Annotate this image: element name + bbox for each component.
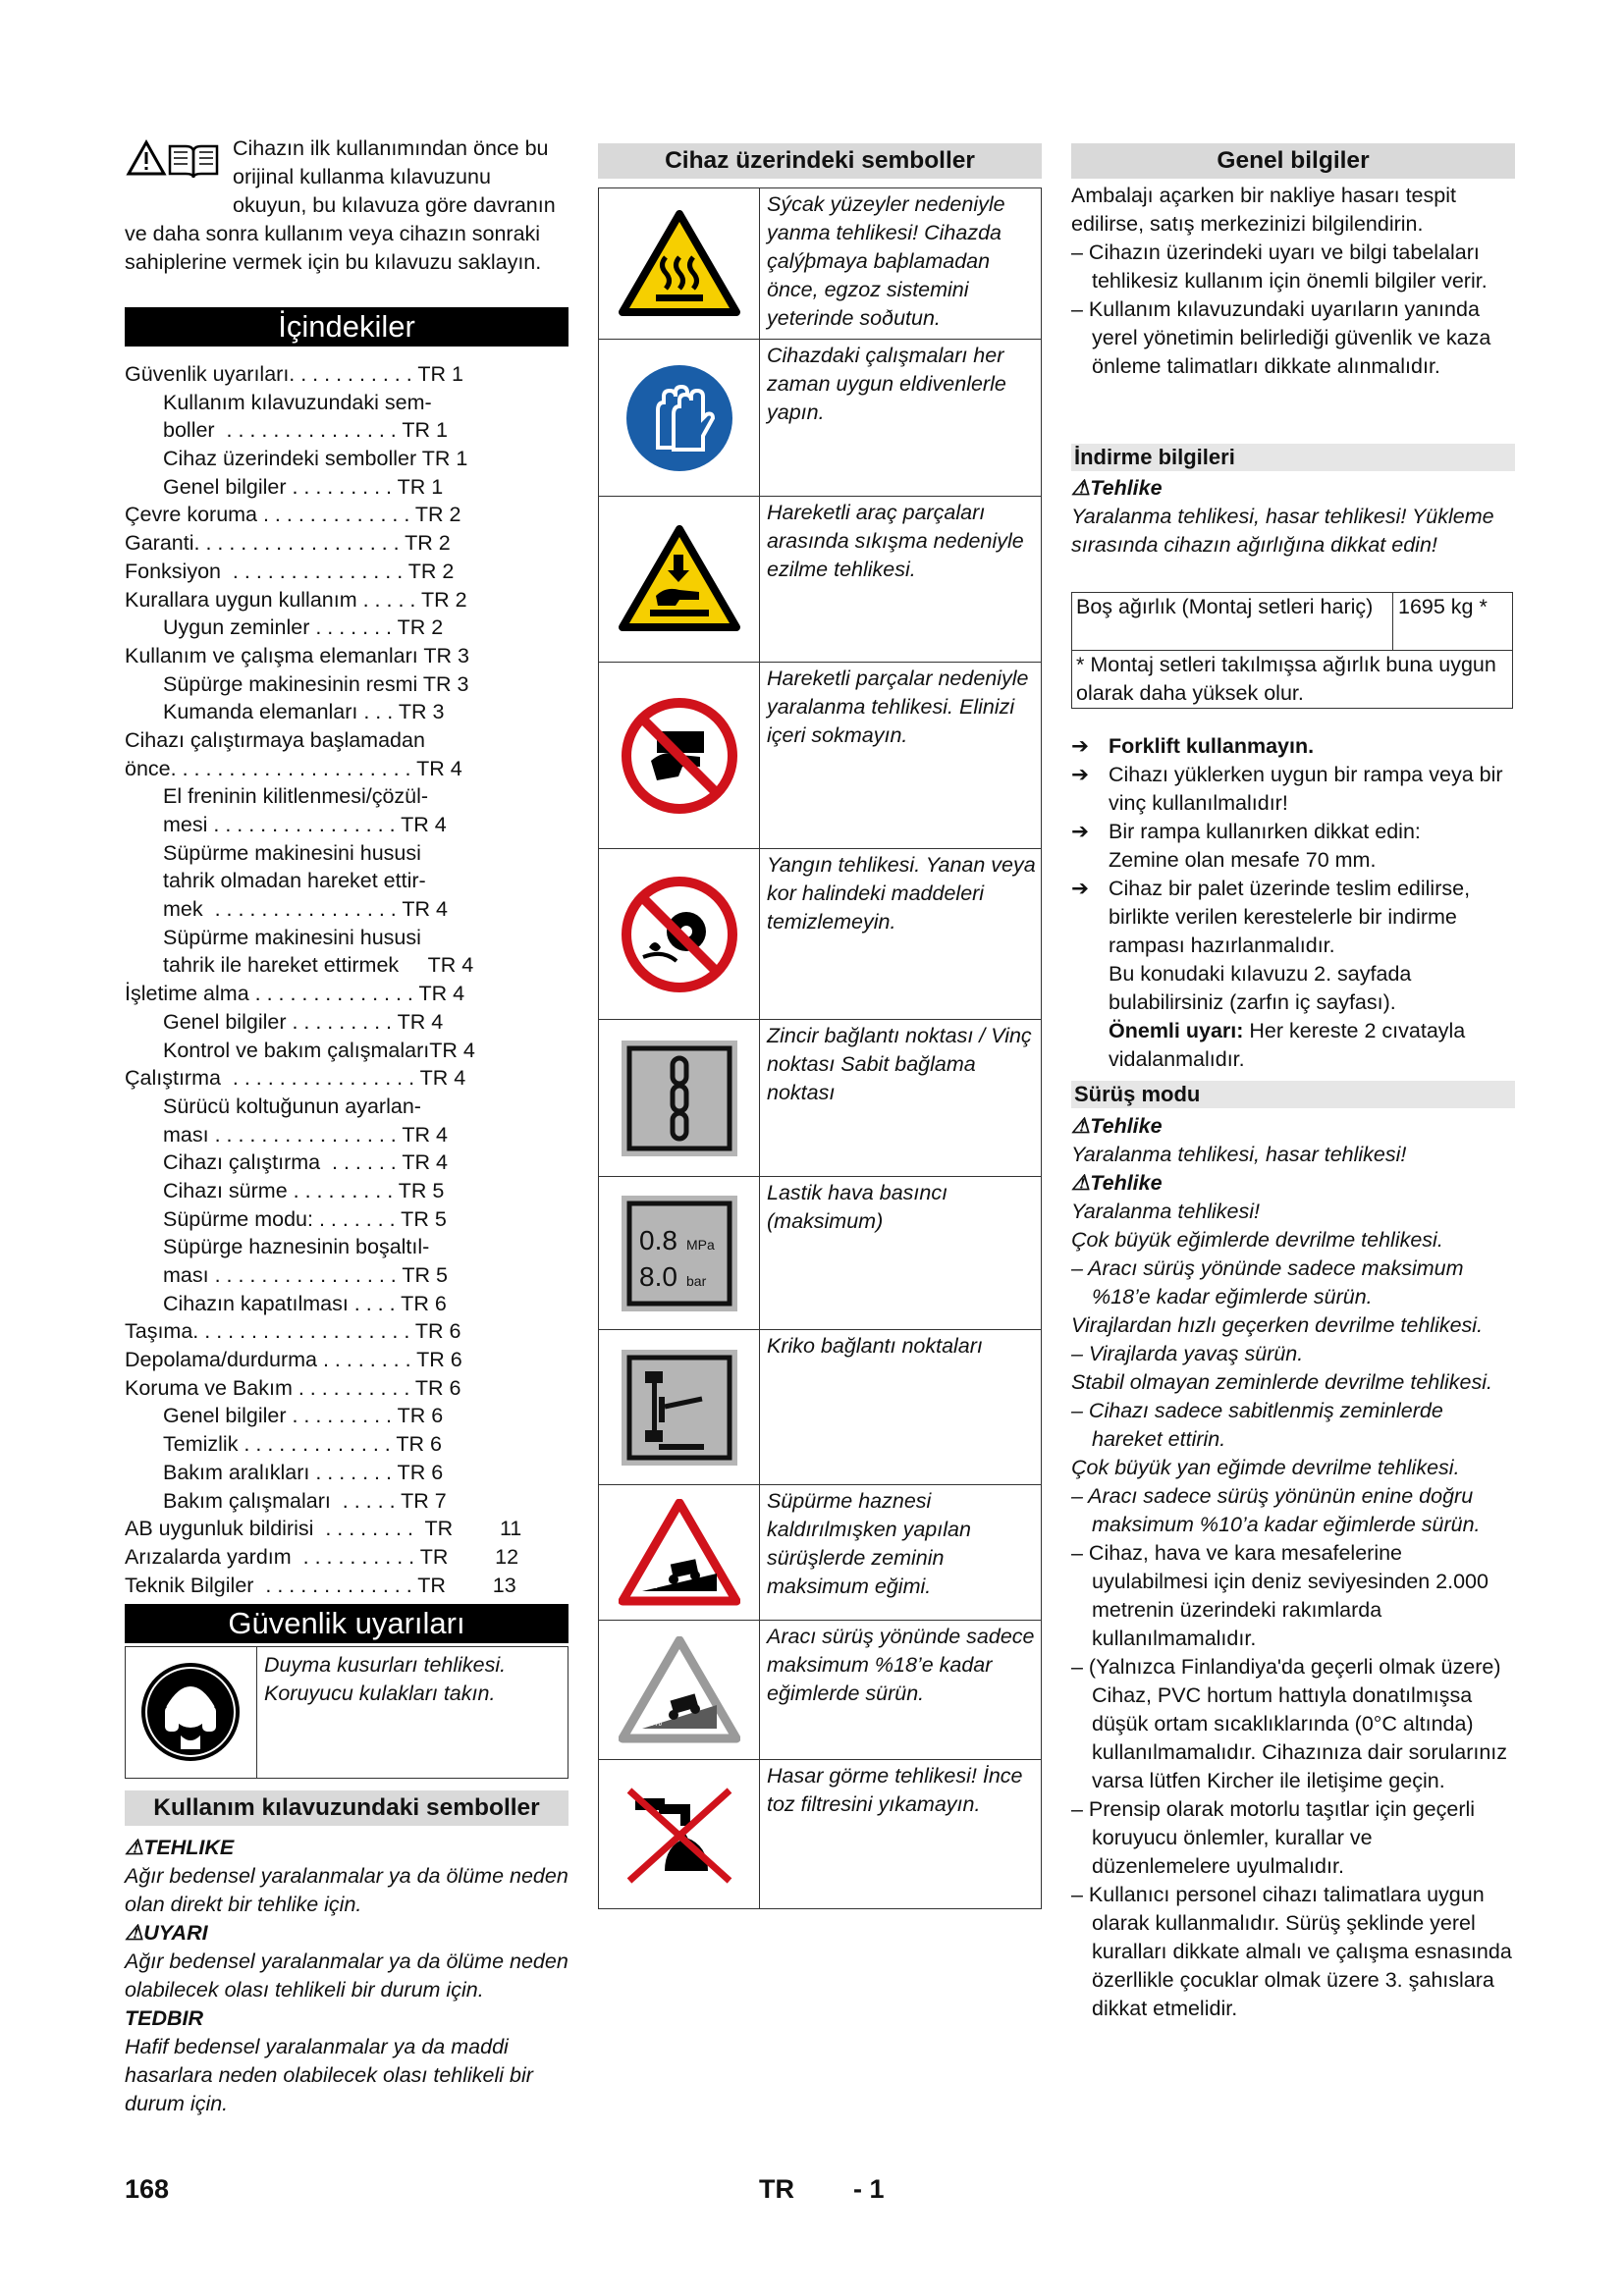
toc-entry: Arızalarda yardım . . . . . . . . . . TR 12: [125, 1544, 519, 1569]
toc-entry: Süpürge haznesinin boşaltıl-: [163, 1235, 430, 1259]
driving-instruction: – Aracı sadece sürüş yönünün enine doğru maksimum %10’a kadar eğimlerde sürün.: [1071, 1484, 1481, 1536]
tire-pressure-icon: [620, 1194, 739, 1313]
unloading-instructions: [1071, 732, 1515, 1074]
slope-raised-hopper-icon: [619, 1499, 740, 1607]
symbol-row: [599, 1329, 1041, 1484]
weight-note: * Montaj setleri takılmışsa ağırlık buna uygun olarak daha yüksek olur.: [1076, 653, 1496, 705]
unloading-title: İndirme bilgileri: [1071, 444, 1515, 471]
toc-entry: Teknik Bilgiler . . . . . . . . . . . . . TR 13: [125, 1573, 516, 1597]
toc-title: İçindekiler: [125, 307, 568, 347]
driving-hazard: Çok büyük eğimlerde devrilme tehlikesi.: [1071, 1228, 1443, 1252]
symbol-text: Zincir bağlantı noktası / Vinç noktası Sabit bağlama noktası: [767, 1024, 1032, 1104]
toc-entry: tahrik ile hareket ettirmek TR 4: [163, 953, 474, 978]
toc-entry: Koruma ve Bakım . . . . . . . . . . TR 6: [125, 1375, 461, 1400]
driving-bullet: – Kullanıcı personel cihazı talimatlara uygun olarak kullanmalıdır. Sürüş şeklinde yerel kuralları dikkate almalı ve çalışma esnasında özerllikle çocuklar olmak üzere 3. şahıslara dikkat etmelidir.: [1071, 1883, 1512, 2020]
footer-section-number: - 1: [853, 2174, 885, 2204]
crush-hazard-icon: [619, 525, 740, 633]
toc-entry: Bakım aralıkları . . . . . . . TR 6: [163, 1460, 444, 1484]
symbol-text: Cihazdaki çalışmaları her zaman uygun eldivenlerle yapın.: [767, 344, 1006, 424]
symbol-row: [599, 339, 1041, 496]
symbol-text: Lastik hava basıncı (maksimum): [767, 1181, 948, 1233]
unloading-step: Bir rampa kullanırken dikkat edin:: [1109, 820, 1421, 843]
slope-label: 18%: [643, 1717, 662, 1728]
symbol-row: [599, 496, 1041, 662]
warning-heading: ⚠UYARI: [125, 1921, 208, 1945]
danger-text: Ağır bedensel yaralanmalar ya da ölüme neden olan direkt bir tehlike için.: [125, 1864, 568, 1916]
toc-entry: Cihazı çalıştırma . . . . . . TR 4: [163, 1150, 448, 1175]
symbol-text: Hareketli araç parçaları arasında sıkışma nedeniyle ezilme tehlikesi.: [767, 501, 1024, 581]
arrow-icon: ➔: [1071, 763, 1090, 786]
driving-mode-block: [1071, 1112, 1515, 2023]
driving-hazard: Virajlardan hızlı geçerken devrilme tehlikesi.: [1071, 1313, 1484, 1337]
symbol-text: Sýcak yüzeyler nedeniyle yanma tehlikesi! Cihazda çalýþmaya baþlamadan önce, egzoz sistemini yeterinde soðutun.: [767, 192, 1005, 330]
driving-bullet: – Cihaz, hava ve kara mesafelerine uyulabilmesi için deniz seviyesinden 2.000 metrenin üzerindeki rakımlarda kullanılmamalıdır.: [1071, 1541, 1489, 1650]
danger-heading: ⚠TEHLIKE: [125, 1836, 235, 1859]
toc-entry: Çalıştırma . . . . . . . . . . . . . . . . TR 4: [125, 1066, 466, 1091]
arrow-icon: ➔: [1071, 877, 1090, 900]
general-bullet: – Cihazın üzerindeki uyarı ve bilgi tabelaları tehlikesiz kullanım için önemli bilgiler verir.: [1071, 240, 1488, 293]
toc-entry: Kontrol ve bakım çalışmalarıTR 4: [163, 1038, 475, 1062]
toc-entry: El freninin kilitlenmesi/çözül-: [163, 784, 429, 809]
hot-surface-icon: [619, 210, 740, 318]
device-symbols-table: [598, 187, 1042, 1909]
hearing-warning-text: Duyma kusurları tehlikesi. Koruyucu kulakları takın.: [264, 1653, 507, 1705]
toc-entry: Süpürme makinesini hususi: [163, 925, 421, 949]
table-of-contents: [125, 360, 568, 1599]
symbol-text: Kriko bağlantı noktaları: [767, 1334, 983, 1358]
arrow-icon: ➔: [1071, 820, 1090, 843]
weight-table: [1071, 592, 1513, 709]
toc-entry: AB uygunluk bildirisi . . . . . . . . TR 11: [125, 1517, 522, 1541]
toc-entry: mesi . . . . . . . . . . . . . . . . TR 4: [163, 813, 447, 836]
driving-hazard: Çok büyük yan eğimde devrilme tehlikesi.: [1071, 1456, 1460, 1479]
symbol-row: [599, 1176, 1041, 1329]
toc-entry: ması . . . . . . . . . . . . . . . . TR 5: [163, 1263, 448, 1287]
warning-text: Ağır bedensel yaralanmalar ya da ölüme neden olabilecek olası tehlikeli bir durum için.: [125, 1949, 568, 2002]
manual-symbols-title: Kullanım kılavuzundaki semboller: [125, 1790, 568, 1826]
toc-entry: Taşıma. . . . . . . . . . . . . . . . . . . TR 6: [125, 1319, 461, 1344]
intro-text: Cihazın ilk kullanımından önce bu orijinal kullanma kılavuzunu okuyun, bu kılavuza göre davranın ve daha sonra kullanım veya cihazın sonraki sahiplerine vermek için bu kılavuzu saklayın.: [125, 136, 556, 274]
unloading-step: Forklift kullanmayın.: [1109, 734, 1315, 758]
toc-entry: Cihazın kapatılması . . . . TR 6: [163, 1291, 447, 1315]
no-wash-filter-icon: [616, 1781, 743, 1889]
device-symbols-title: Cihaz üzerindeki semboller: [598, 143, 1042, 179]
ear-protection-icon: [126, 1647, 256, 1778]
driving-danger-text: Yaralanma tehlikesi!: [1071, 1200, 1260, 1223]
toc-entry: ması . . . . . . . . . . . . . . . . TR 4: [163, 1122, 448, 1147]
driving-hazard: Stabil olmayan zeminlerde devrilme tehlikesi.: [1071, 1370, 1492, 1394]
symbol-text: Aracı sürüş yönünde sadece maksimum %18’e kadar eğimlerde sürün.: [767, 1625, 1035, 1705]
general-info-block: [1071, 182, 1515, 381]
symbol-row: [599, 848, 1041, 1019]
general-info-title: Genel bilgiler: [1071, 143, 1515, 179]
toc-entry: Depolama/durdurma . . . . . . . . TR 6: [125, 1348, 462, 1372]
toc-entry: mek . . . . . . . . . . . . . . . . TR 4: [163, 897, 448, 922]
driving-bullet: – Prensip olarak motorlu taşıtlar için geçerli koruyucu önlemler, kurallar ve düzenlemelere uyulmalıdır.: [1071, 1797, 1476, 1878]
driving-mode-title: Sürüş modu: [1071, 1081, 1515, 1108]
page-number: 168: [125, 2174, 170, 2204]
toc-entry: Bakım çalışmaları . . . . . TR 7: [163, 1488, 447, 1513]
symbol-row: [599, 1620, 1041, 1759]
slope-label: 6%: [644, 1579, 658, 1590]
toc-entry: İşletime alma . . . . . . . . . . . . . . TR 4: [125, 982, 465, 1006]
general-p1: Ambalajı açarken bir nakliye hasarı tespit edilirse, satış merkezinizi bilgilendirin.: [1071, 184, 1456, 236]
driving-danger-heading: ⚠Tehlike: [1071, 1171, 1163, 1195]
driving-danger-text: Yaralanma tehlikesi, hasar tehlikesi!: [1071, 1143, 1407, 1166]
toc-entry: Genel bilgiler . . . . . . . . . TR 6: [163, 1404, 444, 1428]
symbol-text: Hareketli parçalar nedeniyle yaralanma tehlikesi. Elinizi içeri sokmayın.: [767, 667, 1029, 747]
no-burning-material-icon: [622, 877, 737, 992]
weight-value: 1695 kg *: [1392, 593, 1506, 650]
warning-manual-icon: [125, 134, 231, 193]
no-reach-in-icon: [622, 698, 737, 814]
toc-entry: Güvenlik uyarıları. . . . . . . . . . . TR 1: [125, 362, 463, 386]
unloading-danger-text: Yaralanma tehlikesi, hasar tehlikesi! Yükleme sırasında cihazın ağırlığına dikkat edin!: [1071, 505, 1494, 557]
toc-entry: Süpürge makinesinin resmi TR 3: [163, 671, 469, 696]
symbol-text: Yangın tehlikesi. Yanan veya kor halindeki maddeleri temizlemeyin.: [767, 853, 1036, 934]
hearing-protection-box: [125, 1646, 568, 1779]
jack-point-icon: [620, 1348, 739, 1468]
driving-instruction: – Virajlarda yavaş sürün.: [1071, 1342, 1304, 1365]
toc-entry: önce. . . . . . . . . . . . . . . . . . . . . TR 4: [125, 756, 462, 780]
unloading-continuation: Bu konudaki kılavuzu 2. sayfada bulabilirsiniz (zarfın iç sayfası).: [1109, 962, 1412, 1014]
chain-point-icon: [620, 1039, 739, 1158]
symbol-row: [599, 188, 1041, 339]
toc-entry: Kullanım ve çalışma elemanları TR 3: [125, 643, 469, 667]
pressure-bar-value: 8.0: [638, 1260, 677, 1292]
symbol-row: [599, 662, 1041, 848]
arrow-icon: ➔: [1071, 734, 1090, 758]
driving-danger-heading: ⚠Tehlike: [1071, 1114, 1163, 1138]
important-note-label: Önemli uyarı:: [1109, 1019, 1244, 1042]
general-bullet: – Kullanım kılavuzundaki uyarıların yanında yerel yönetimin belirlediği güvenlik ve kaza önleme talimatları dikkate alınmalıdır.: [1071, 297, 1491, 378]
toc-entry: boller . . . . . . . . . . . . . . . TR 1: [163, 418, 448, 443]
driving-instruction: – Aracı sürüş yönünde sadece maksimum %18’e kadar eğimlerde sürün.: [1071, 1256, 1464, 1308]
unloading-step-detail: Zemine olan mesafe 70 mm.: [1109, 848, 1377, 872]
footer-language: TR: [759, 2174, 794, 2204]
manual-symbols-list: [125, 1834, 568, 2118]
toc-entry: Cihazı çalıştırmaya başlamadan: [125, 727, 425, 752]
toc-entry: Genel bilgiler . . . . . . . . . TR 1: [163, 474, 444, 499]
toc-entry: Cihaz üzerindeki semboller TR 1: [163, 447, 468, 471]
symbol-text: Süpürme haznesi kaldırılmışken yapılan sürüşlerde zeminin maksimum eğimi.: [767, 1489, 971, 1598]
toc-entry: Cihazı sürme . . . . . . . . . TR 5: [163, 1178, 445, 1202]
weight-label: Boş ağırlık (Montaj setleri hariç): [1076, 595, 1374, 618]
pressure-mpa-unit: MPa: [685, 1236, 715, 1253]
toc-entry: Kullanım kılavuzundaki sem-: [163, 390, 432, 414]
driving-bullet: – (Yalnızca Finlandiya'da geçerli olmak üzere) Cihaz, PVC hortum hattıyla donatılmışsa düşük ortam sıcaklıklarında (0°C altında) kullanılmamalıdır. Cihazınıza dair sorularınız varsa lütfen Kircher ile iletişime geçin.: [1071, 1655, 1508, 1792]
symbol-row: [599, 1759, 1041, 1908]
caution-heading: TEDBIR: [125, 2006, 204, 2030]
important-note-text: Her kereste 2 cıvatayla vidalanmalıdır.: [1109, 1019, 1466, 1071]
toc-entry: Kurallara uygun kullanım . . . . . TR 2: [125, 587, 467, 612]
toc-entry: Çevre koruma . . . . . . . . . . . . . TR 2: [125, 503, 461, 527]
toc-entry: Süpürme modu: . . . . . . . TR 5: [163, 1206, 447, 1231]
toc-entry: Süpürme makinesini hususi: [163, 840, 421, 865]
toc-entry: Temizlik . . . . . . . . . . . . . TR 6: [163, 1432, 442, 1457]
unloading-step: Cihazı yüklerken uygun bir rampa veya bir vinç kullanılmalıdır!: [1109, 763, 1503, 815]
unloading-danger-block: [1071, 474, 1515, 560]
toc-entry: Fonksiyon . . . . . . . . . . . . . . . TR 2: [125, 559, 455, 583]
toc-entry: Kumanda elemanları . . . TR 3: [163, 700, 445, 724]
toc-entry: tahrik olmadan hareket ettir-: [163, 869, 426, 893]
pressure-bar-unit: bar: [685, 1272, 706, 1289]
toc-entry: Garanti. . . . . . . . . . . . . . . . . . TR 2: [125, 531, 451, 556]
slope-18-icon: [619, 1636, 740, 1744]
toc-entry: Uygun zeminler . . . . . . . TR 2: [163, 615, 444, 640]
symbol-row: [599, 1484, 1041, 1620]
safety-title: Güvenlik uyarıları: [125, 1604, 568, 1643]
symbol-text: Hasar görme tehlikesi! İnce toz filtresini yıkamayın.: [767, 1764, 1023, 1816]
toc-entry: Genel bilgiler . . . . . . . . . TR 4: [163, 1009, 444, 1034]
pressure-mpa-value: 0.8: [638, 1224, 677, 1255]
caution-text: Hafif bedensel yaralanmalar ya da maddi hasarlara neden olabilecek olası tehlikeli bir durum için.: [125, 2035, 533, 2115]
gloves-icon: [624, 363, 734, 473]
symbol-row: [599, 1019, 1041, 1176]
driving-instruction: – Cihazı sadece sabitlenmiş zeminlerde hareket ettirin.: [1071, 1399, 1443, 1451]
intro-block: [125, 134, 568, 277]
toc-entry: Sürücü koltuğunun ayarlan-: [163, 1094, 421, 1118]
unloading-step: Cihaz bir palet üzerinde teslim edilirse, birlikte verilen kerestelerle bir indirme rampası hazırlanmalıdır.: [1109, 877, 1471, 957]
unloading-danger-heading: ⚠Tehlike: [1071, 476, 1163, 500]
